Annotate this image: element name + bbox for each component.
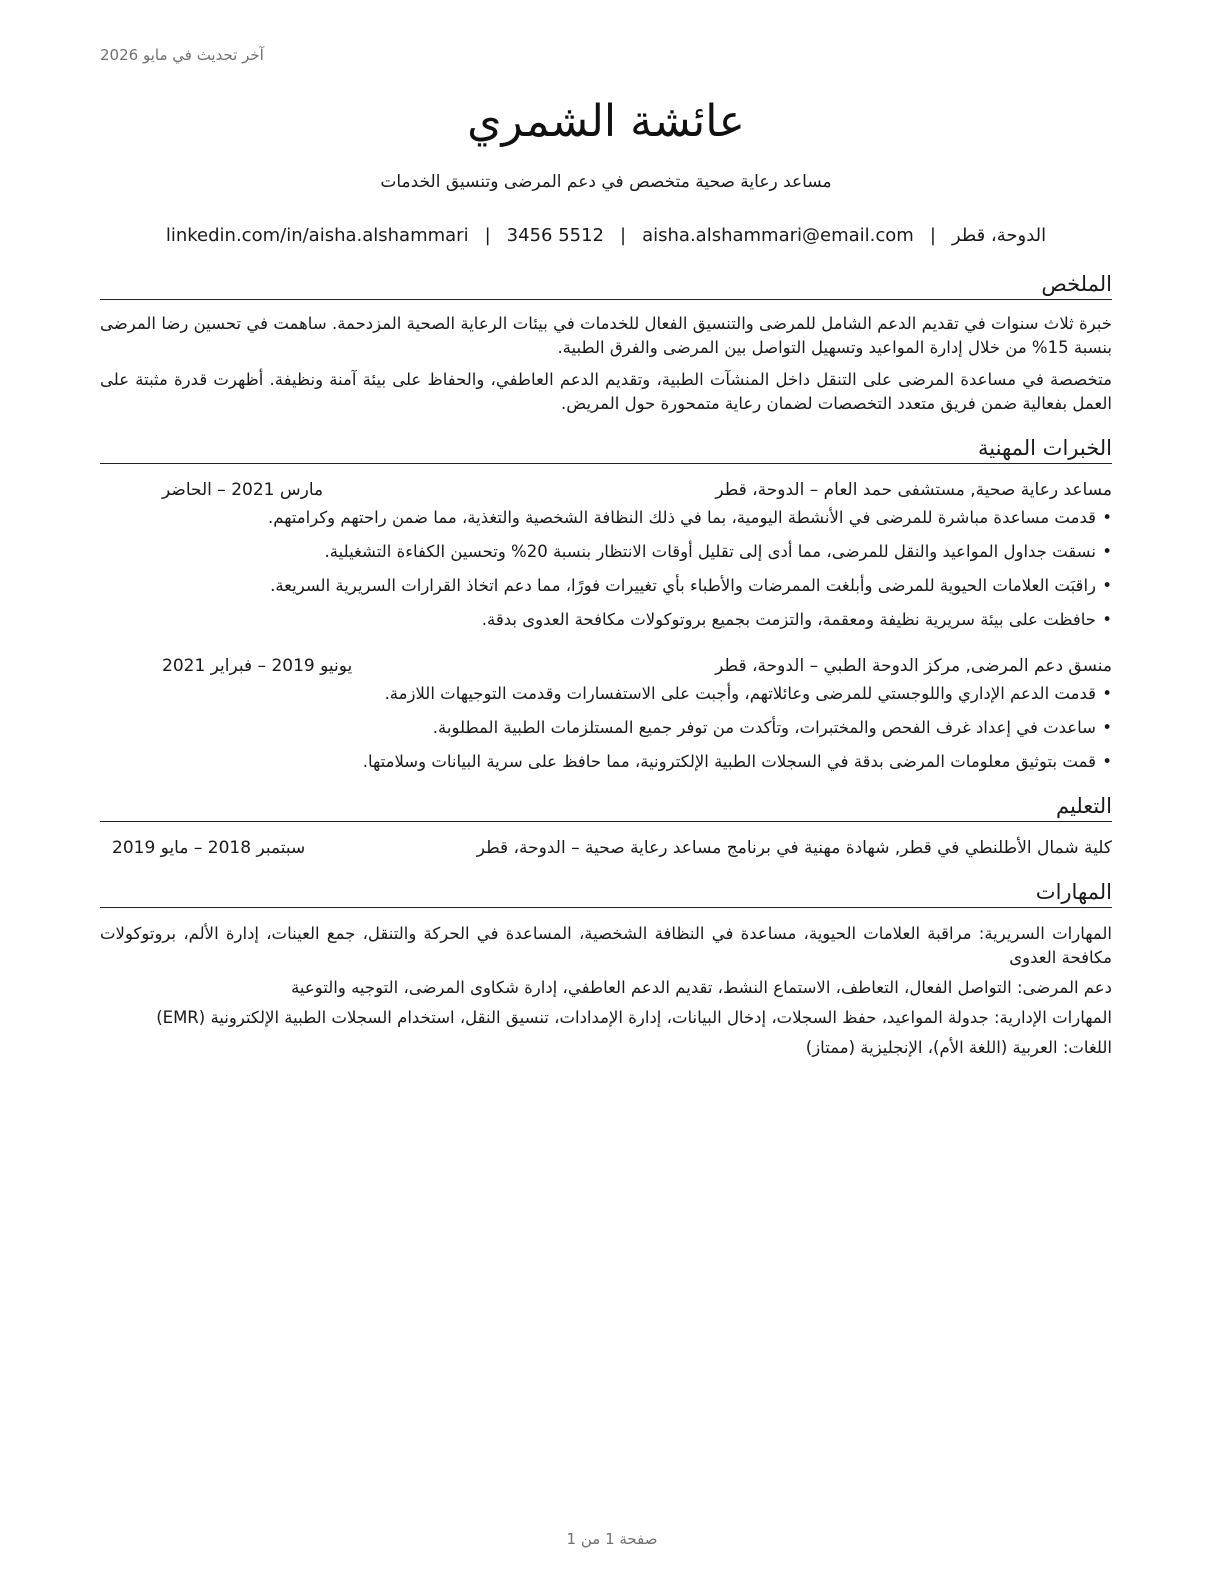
page-number: صفحة 1 من 1 (566, 1530, 658, 1548)
contact-line (100, 224, 1112, 248)
job-entry (100, 478, 1112, 632)
job-bullets (100, 506, 1112, 632)
summary-paragraph: خبرة ثلاث سنوات في تقديم الدعم الشامل للمرضى والتنسيق الفعال للخدمات في بيئات الرعاية الصحية المزدحمة. ساهمت في تحسين رضا المرضى بنسبة 15% من خلال إدارة المواعيد وتسهيل التواصل بين المرضى والفرق الطبية. (100, 314, 1112, 357)
skills-line: اللغات: العربية (اللغة الأم)، الإنجليزية (ممتاز) (805, 1038, 1112, 1057)
last-updated: آخر تحديث في مايو 2026 (100, 46, 264, 64)
contact-separator: | (620, 225, 627, 246)
skills-heading: المهارات (100, 878, 1112, 908)
job-header (100, 654, 1112, 678)
contact-location: الدوحة، قطر (951, 225, 1047, 246)
job-dates: مارس 2021 – الحاضر (162, 480, 324, 500)
candidate-subtitle: مساعد رعاية صحية متخصص في دعم المرضى وتنسيق الخدمات (380, 172, 832, 192)
skills-line: المهارات السريرية: مراقبة العلامات الحيوية، مساعدة في النظافة الشخصية، المساعدة في الحركة والتنقل، جمع العينات، إدارة الألم، بروتوكولات مكافحة العدوى (100, 924, 1112, 967)
skills-line: دعم المرضى: التواصل الفعال، التعاطف، الاستماع النشط، تقديم الدعم العاطفي، إدارة شكاوى المرضى، التوجيه والتوعية (291, 978, 1112, 997)
job-header (100, 478, 1112, 502)
summary-heading: الملخص (100, 270, 1112, 300)
education-dates: سبتمبر 2018 – مايو 2019 (112, 838, 306, 858)
job-bullet: • حافظت على بيئة سريرية نظيفة ومعقمة، والتزمت بجميع بروتوكولات مكافحة العدوى بدقة. (100, 608, 1112, 632)
job-bullet: • راقبَت العلامات الحيوية للمرضى وأبلغت الممرضات والأطباء بأي تغييرات فورًا، مما دعم اتخاذ القرارات السريرية السريعة. (100, 574, 1112, 598)
contact-separator: | (484, 225, 491, 246)
contact-email[interactable]: aisha.alshammari@email.com (642, 225, 914, 246)
experience-heading: الخبرات المهنية (100, 434, 1112, 464)
job-bullet: • ساعدت في إعداد غرف الفحص والمختبرات، وتأكدت من توفر جميع المستلزمات الطبية المطلوبة. (100, 716, 1112, 740)
job-bullet: • نسقت جداول المواعيد والنقل للمرضى، مما أدى إلى تقليل أوقات الانتظار بنسبة 20% وتحسين الكفاءة التشغيلية. (100, 540, 1112, 564)
job-bullet: • قمت بتوثيق معلومات المرضى بدقة في السجلات الطبية الإلكترونية، مما حافظ على سرية البيانات وسلامتها. (100, 750, 1112, 774)
education-heading: التعليم (100, 792, 1112, 822)
contact-separator: | (929, 225, 936, 246)
candidate-name: عائشة الشمري (467, 96, 745, 147)
job-bullets (100, 682, 1112, 774)
contact-phone: 3456 5512 (506, 225, 605, 246)
contact-linkedin[interactable]: linkedin.com/in/aisha.alshammari (165, 225, 469, 246)
resume-page (100, 92, 1112, 1060)
job-title: منسق دعم المرضى, مركز الدوحة الطبي – الدوحة، قطر (715, 656, 1112, 676)
job-entry (100, 654, 1112, 774)
education-title: كلية شمال الأطلنطي في قطر, شهادة مهنية في برنامج مساعد رعاية صحية – الدوحة، قطر (476, 838, 1112, 858)
skills-line: المهارات الإدارية: جدولة المواعيد، حفظ السجلات، إدخال البيانات، إدارة الإمدادات، تنسيق النقل، استخدام السجلات الطبية الإلكترونية (EMR) (156, 1008, 1112, 1027)
summary-paragraph: متخصصة في مساعدة المرضى على التنقل داخل المنشآت الطبية، وتقديم الدعم العاطفي، والحفاظ على بيئة آمنة ونظيفة. أظهرت قدرة مثبتة على العمل بفعالية ضمن فريق متعدد التخصصات لضمان رعاية متمحورة حول المريض. (100, 370, 1112, 413)
skills-list (100, 922, 1112, 1060)
education-entry (100, 836, 1112, 860)
job-dates: يونيو 2019 – فبراير 2021 (162, 656, 353, 676)
job-title: مساعد رعاية صحية, مستشفى حمد العام – الدوحة، قطر (715, 480, 1112, 500)
education-header (100, 836, 1112, 860)
job-bullet: • قدمت الدعم الإداري واللوجستي للمرضى وعائلاتهم، وأجبت على الاستفسارات وقدمت التوجيهات اللازمة. (100, 682, 1112, 706)
job-bullet: • قدمت مساعدة مباشرة للمرضى في الأنشطة اليومية، بما في ذلك النظافة الشخصية والتغذية، مما ضمن راحتهم وكرامتهم. (100, 506, 1112, 530)
